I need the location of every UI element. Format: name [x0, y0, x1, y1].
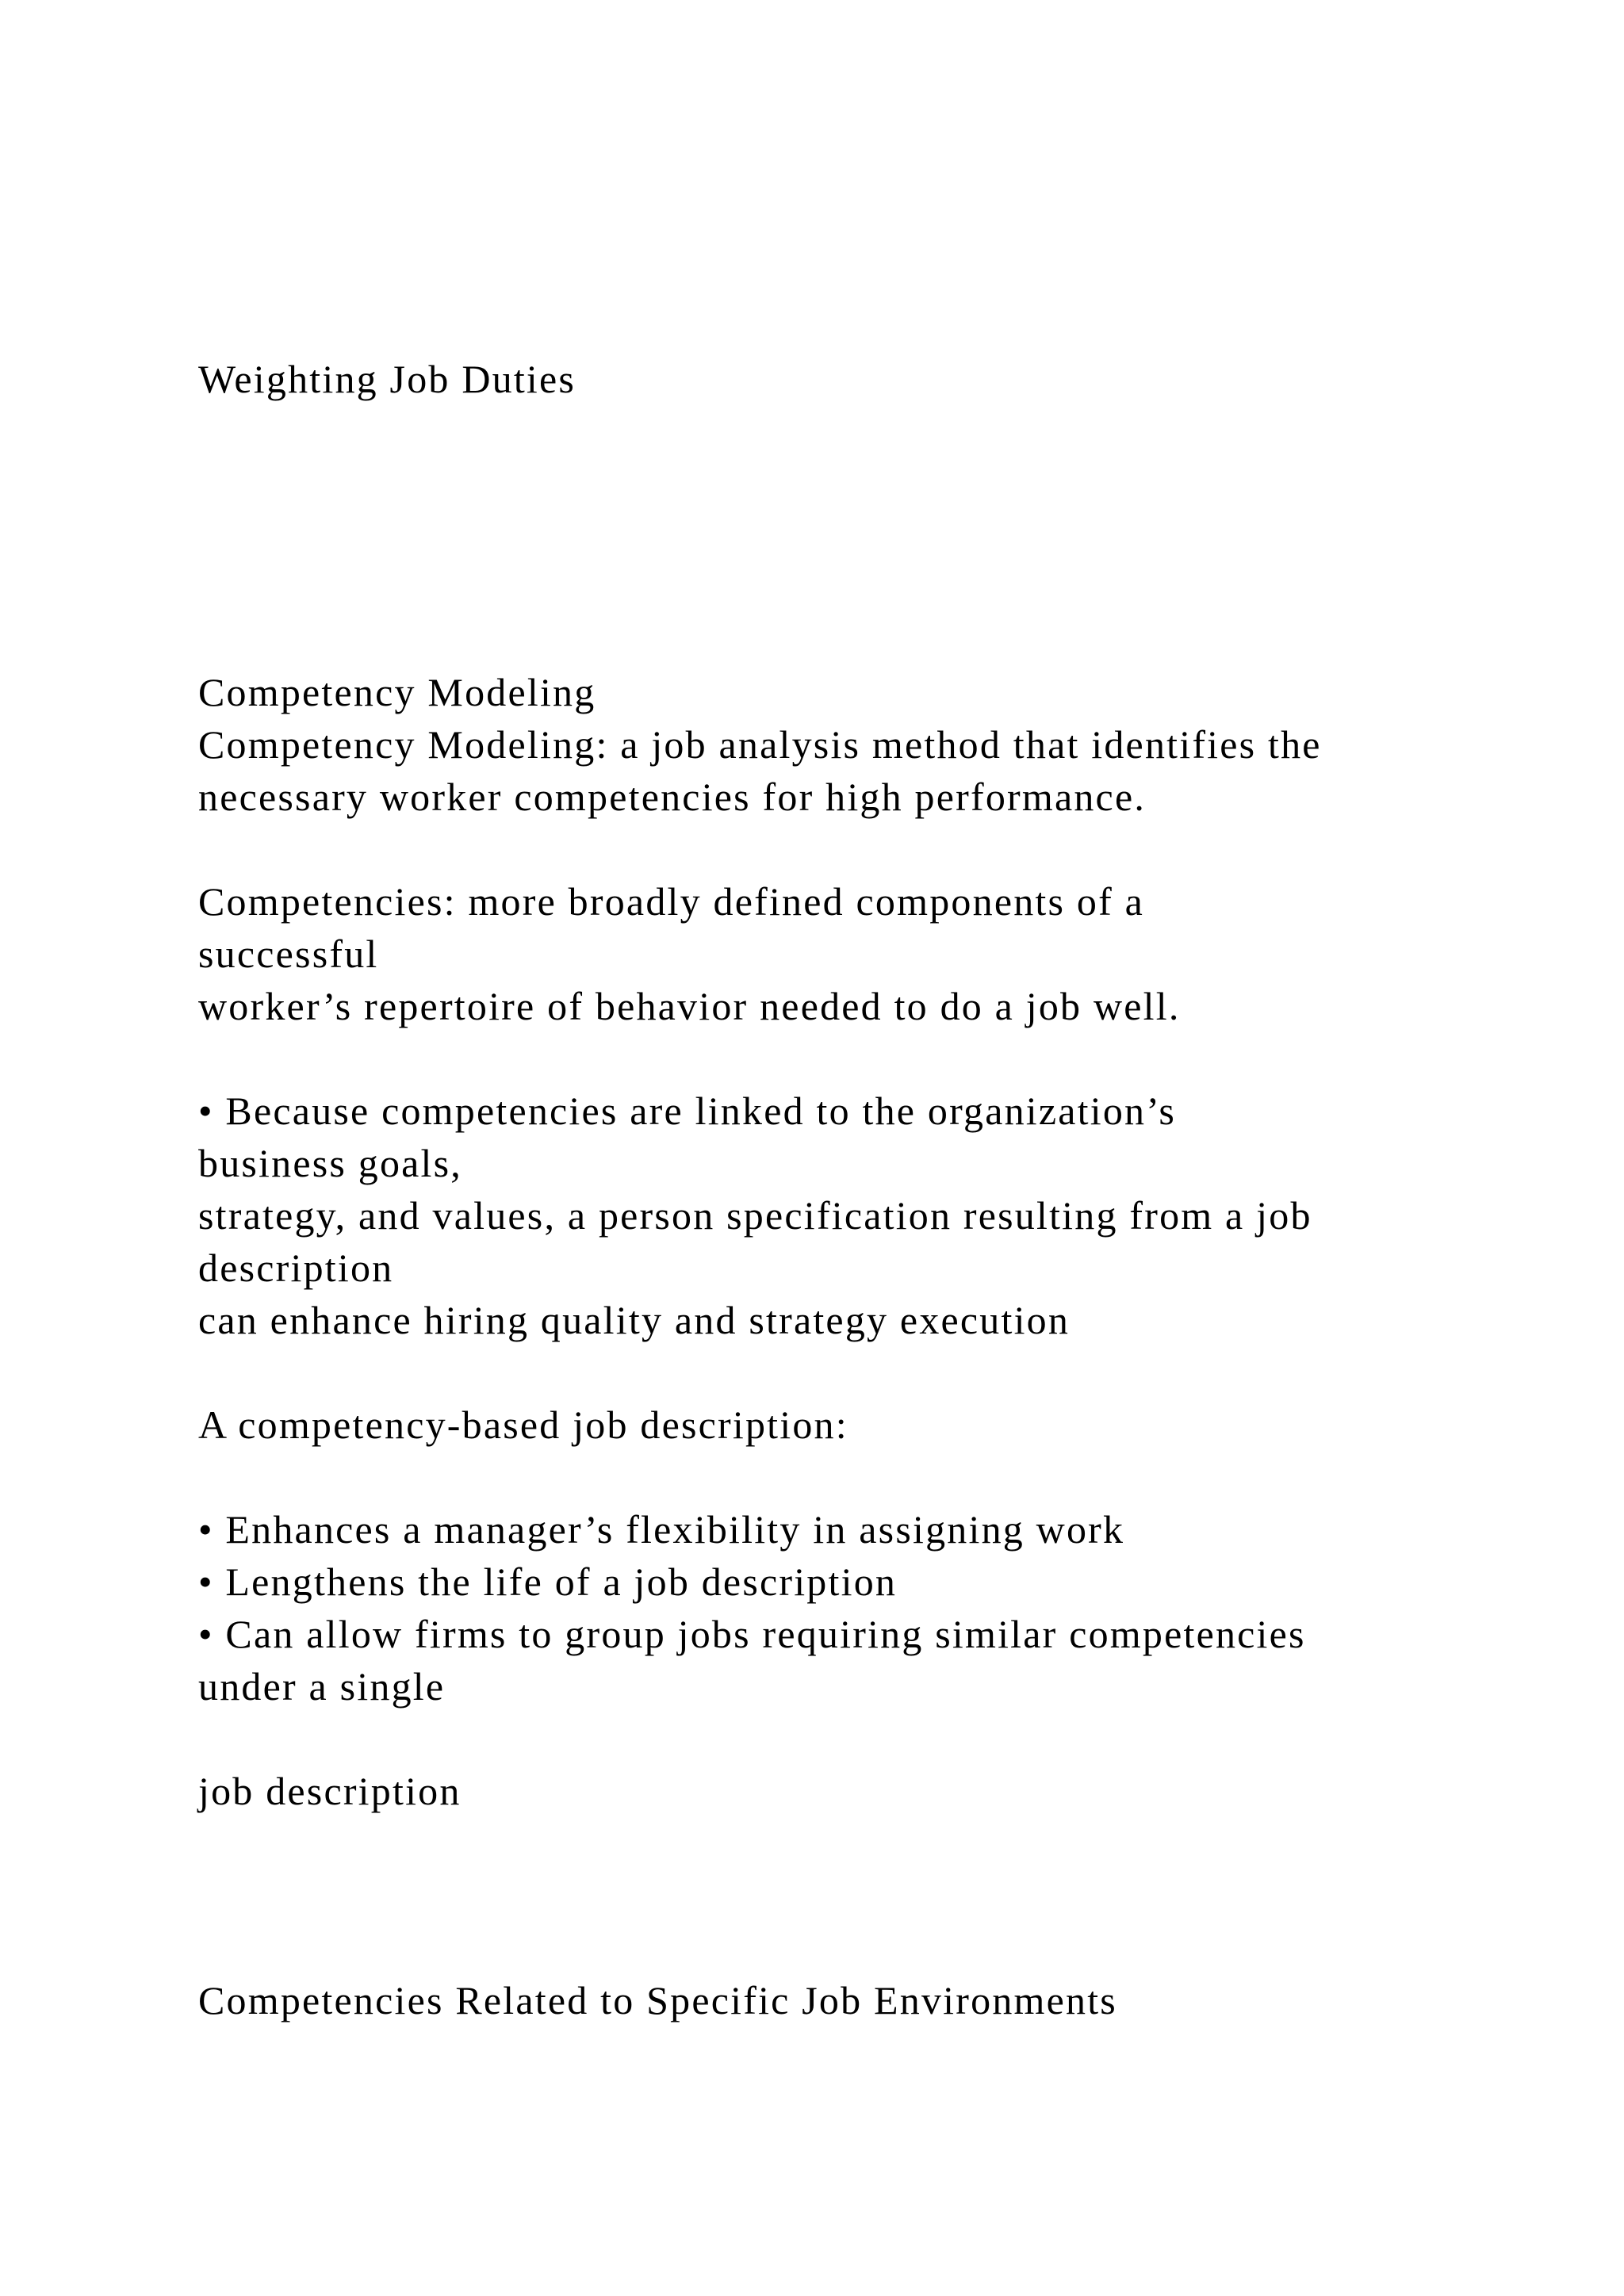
intro-competency-based: A competency-based job description:: [198, 1402, 848, 1447]
definition-modeling-line-2: necessary worker competencies for high performance.: [198, 775, 1147, 819]
heading-weighting-job-duties: Weighting Job Duties: [198, 357, 576, 401]
bullet-because-line-3: strategy, and values, a person specification resulting from a job: [198, 1193, 1312, 1238]
bullet-because-line-5: can enhance hiring quality and strategy execution: [198, 1298, 1071, 1342]
bullet-flexibility: • Enhances a manager’s flexibility in assigning work: [198, 1507, 1125, 1552]
bullet-because-line-1: • Because competencies are linked to the organization’s: [198, 1089, 1177, 1133]
definition-modeling-line-1: Competency Modeling: a job analysis method that identifies the: [198, 722, 1322, 767]
definition-competencies-line-1: Competencies: more broadly defined components of a: [198, 879, 1145, 924]
heading-competency-modeling: Competency Modeling: [198, 670, 596, 714]
bullet-lengthens: • Lengthens the life of a job description: [198, 1559, 898, 1604]
bullet-group-line-3: job description: [198, 1769, 462, 1813]
bullet-because-line-2: business goals,: [198, 1141, 462, 1185]
bullet-group-line-1: • Can allow firms to group jobs requiring similar competencies: [198, 1612, 1306, 1656]
bullet-because-line-4: description: [198, 1246, 394, 1290]
heading-competencies-environments: Competencies Related to Specific Job Environments: [198, 1978, 1117, 2022]
definition-competencies-line-2: successful: [198, 932, 379, 976]
definition-competencies-line-3: worker’s repertoire of behavior needed to do a job well.: [198, 984, 1181, 1028]
bullet-group-line-2: under a single: [198, 1664, 446, 1709]
